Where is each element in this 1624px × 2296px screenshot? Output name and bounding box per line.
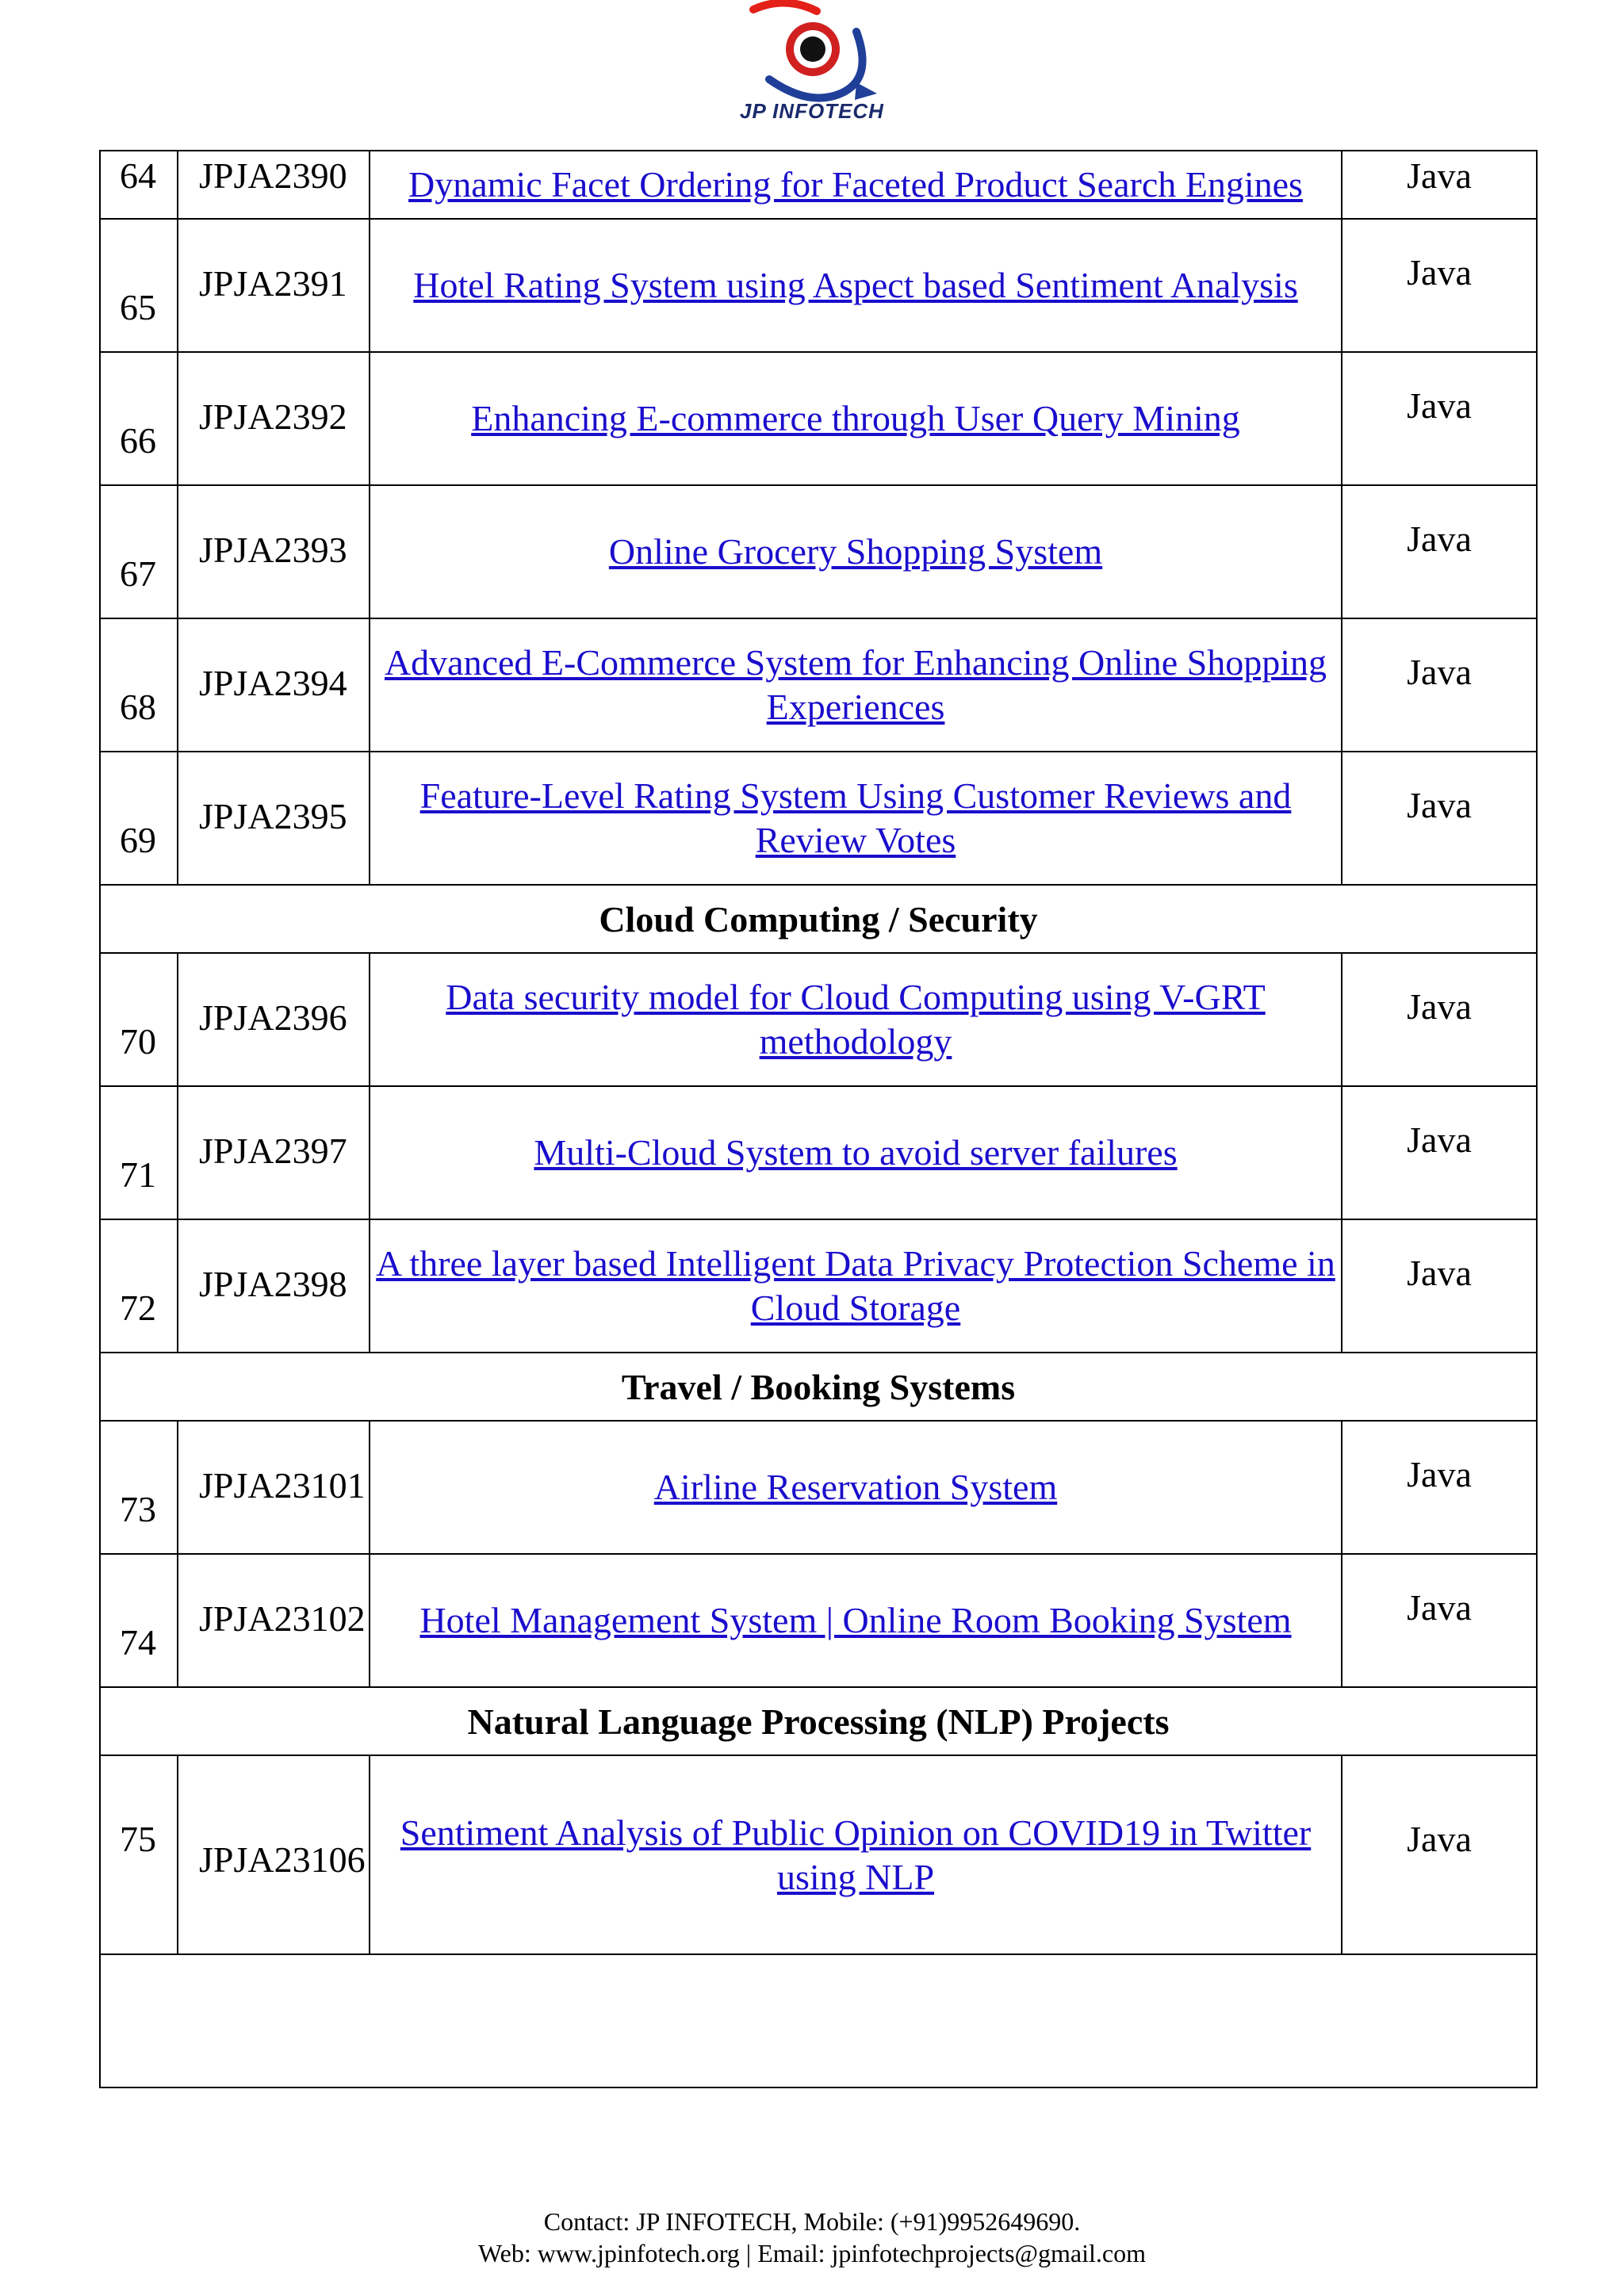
project-title-link[interactable]: Feature-Level Rating System Using Customer Reviews and Review Votes <box>419 775 1292 860</box>
project-code: JPJA2395 <box>199 796 347 836</box>
section-row <box>100 885 1537 953</box>
project-title-cell <box>370 219 1342 352</box>
language-cell <box>1342 219 1537 352</box>
project-title-link[interactable]: Hotel Management System | Online Room Booking System <box>419 1600 1292 1640</box>
brand-name: JP INFOTECH <box>740 99 884 123</box>
project-title-cell <box>370 1086 1342 1219</box>
footer-web-email: Web: www.jpinfotech.org | Email: jpinfotechprojects@gmail.com <box>478 2239 1146 2267</box>
project-language: Java <box>1407 1454 1472 1494</box>
language-cell <box>1342 1219 1537 1353</box>
project-code: JPJA23102 <box>199 1598 366 1639</box>
project-code-cell <box>178 1755 370 1954</box>
row-number: 65 <box>120 287 156 327</box>
project-title-link[interactable]: Data security model for Cloud Computing using V-GRT methodology <box>446 977 1266 1062</box>
project-code-cell <box>178 1421 370 1554</box>
project-language: Java <box>1407 252 1472 293</box>
project-title-link[interactable]: Dynamic Facet Ordering for Faceted Product Search Engines <box>408 164 1303 205</box>
table-row <box>100 485 1537 618</box>
row-number: 68 <box>120 687 156 727</box>
empty-cell <box>100 1954 1537 2087</box>
row-number-cell <box>100 1219 178 1353</box>
row-number-cell <box>100 1086 178 1219</box>
project-language: Java <box>1407 519 1472 559</box>
row-number-cell <box>100 953 178 1086</box>
table-row <box>100 618 1537 752</box>
row-number: 70 <box>120 1021 156 1062</box>
section-heading: Cloud Computing / Security <box>100 885 1537 953</box>
project-code: JPJA2391 <box>199 263 347 304</box>
project-title-cell <box>370 1219 1342 1353</box>
project-language: Java <box>1407 385 1472 426</box>
language-cell <box>1342 1554 1537 1687</box>
row-number-cell <box>100 1554 178 1687</box>
project-title-link[interactable]: Online Grocery Shopping System <box>608 531 1103 572</box>
project-language: Java <box>1407 1587 1472 1628</box>
project-code-cell <box>178 1554 370 1687</box>
row-number: 73 <box>120 1489 156 1529</box>
language-cell <box>1342 953 1537 1086</box>
projects-table <box>99 150 1538 2088</box>
project-language: Java <box>1407 652 1472 692</box>
footer-contact: Contact: JP INFOTECH, Mobile: (+91)9952649690. <box>543 2207 1081 2236</box>
table-row <box>100 219 1537 352</box>
project-title-cell <box>370 752 1342 885</box>
language-cell <box>1342 151 1537 219</box>
table-row <box>100 352 1537 485</box>
section-heading: Travel / Booking Systems <box>100 1353 1537 1421</box>
project-code: JPJA2390 <box>199 155 347 196</box>
row-number-cell <box>100 485 178 618</box>
project-title-link[interactable]: Hotel Rating System using Aspect based Sentiment Analysis <box>413 265 1298 305</box>
project-title-link[interactable]: Advanced E-Commerce System for Enhancing Online Shopping Experiences <box>384 642 1327 727</box>
section-heading: Natural Language Processing (NLP) Projects <box>100 1687 1537 1755</box>
section-row <box>100 1687 1537 1755</box>
row-number-cell <box>100 1755 178 1954</box>
project-code: JPJA2393 <box>199 530 347 570</box>
language-cell <box>1342 1086 1537 1219</box>
row-number-cell <box>100 1421 178 1554</box>
project-title-cell <box>370 1755 1342 1954</box>
project-language: Java <box>1407 1119 1472 1160</box>
project-title-cell <box>370 953 1342 1086</box>
table-row <box>100 1554 1537 1687</box>
row-number-cell <box>100 219 178 352</box>
project-code-cell <box>178 1086 370 1219</box>
row-number-cell <box>100 151 178 219</box>
row-number-cell <box>100 752 178 885</box>
row-number-cell <box>100 352 178 485</box>
project-title-cell <box>370 1554 1342 1687</box>
table-row <box>100 752 1537 885</box>
language-cell <box>1342 752 1537 885</box>
project-code: JPJA23101 <box>199 1465 366 1506</box>
project-language: Java <box>1407 1819 1472 1859</box>
project-title-link[interactable]: Airline Reservation System <box>653 1467 1058 1507</box>
project-code: JPJA2397 <box>199 1131 347 1171</box>
row-number: 72 <box>120 1288 156 1328</box>
row-number: 64 <box>120 155 156 196</box>
language-cell <box>1342 1755 1537 1954</box>
row-number: 66 <box>120 420 156 461</box>
row-number: 69 <box>120 820 156 860</box>
project-title-cell <box>370 618 1342 752</box>
table-row <box>100 1219 1537 1353</box>
project-title-cell <box>370 151 1342 219</box>
language-cell <box>1342 352 1537 485</box>
table-row <box>100 1086 1537 1219</box>
language-cell <box>1342 485 1537 618</box>
project-code-cell <box>178 219 370 352</box>
project-code-cell <box>178 352 370 485</box>
project-code: JPJA2392 <box>199 396 347 437</box>
row-number: 74 <box>120 1622 156 1663</box>
table-row <box>100 1755 1537 1954</box>
project-title-cell <box>370 352 1342 485</box>
empty-row <box>100 1954 1537 2087</box>
row-number: 67 <box>120 553 156 594</box>
project-code-cell <box>178 1219 370 1353</box>
project-language: Java <box>1407 785 1472 825</box>
project-language: Java <box>1407 155 1472 196</box>
row-number: 75 <box>120 1819 156 1859</box>
project-title-link[interactable]: A three layer based Intelligent Data Privacy Protection Scheme in Cloud Storage <box>376 1243 1335 1328</box>
section-row <box>100 1353 1537 1421</box>
table-row <box>100 1421 1537 1554</box>
row-number-cell <box>100 618 178 752</box>
table-row <box>100 151 1537 219</box>
project-title-link[interactable]: Multi-Cloud System to avoid server failures <box>534 1132 1178 1173</box>
project-code-cell <box>178 485 370 618</box>
project-title-link[interactable]: Enhancing E-commerce through User Query Mining <box>471 398 1240 438</box>
project-code: JPJA2398 <box>199 1264 347 1304</box>
project-code-cell <box>178 618 370 752</box>
project-code: JPJA2394 <box>199 663 347 703</box>
project-code-cell <box>178 953 370 1086</box>
table-row <box>100 953 1537 1086</box>
project-title-cell <box>370 1421 1342 1554</box>
project-code-cell <box>178 151 370 219</box>
row-number: 71 <box>120 1154 156 1195</box>
project-code: JPJA23106 <box>199 1839 366 1880</box>
language-cell <box>1342 618 1537 752</box>
project-language: Java <box>1407 986 1472 1027</box>
project-title-link[interactable]: Sentiment Analysis of Public Opinion on COVID19 in Twitter using NLP <box>400 1812 1312 1897</box>
language-cell <box>1342 1421 1537 1554</box>
project-language: Java <box>1407 1253 1472 1293</box>
project-code: JPJA2396 <box>199 997 347 1038</box>
project-title-cell <box>370 485 1342 618</box>
project-code-cell <box>178 752 370 885</box>
